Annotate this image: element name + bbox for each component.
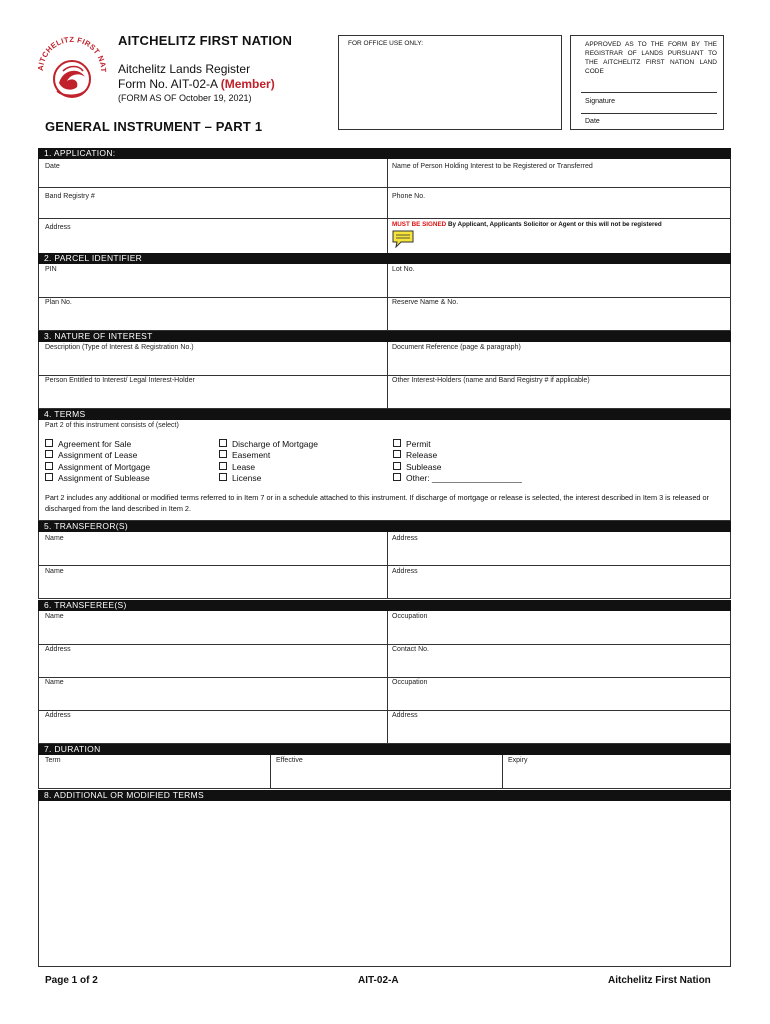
description-field[interactable]: Description (Type of Interest & Registration No.) — [45, 344, 194, 351]
footer-form-code: AIT-02-A — [358, 975, 399, 986]
terms-column-3 — [393, 439, 522, 484]
form-title: GENERAL INSTRUMENT – PART 1 — [45, 119, 263, 134]
transferee-name-field-2[interactable]: Name — [45, 679, 64, 686]
must-be-signed: MUST BE SIGNED — [392, 221, 447, 228]
form-number-prefix: Form No. AIT-02-A — [118, 77, 221, 91]
terms-intro: Part 2 of this instrument consists of (select) — [45, 422, 179, 429]
section-interest-header: 3. NATURE OF INTEREST — [38, 331, 731, 342]
section-terms-header: 4. TERMS — [38, 409, 731, 420]
checkbox-permit[interactable]: Permit — [393, 439, 522, 450]
transferee-occupation-field-2[interactable]: Occupation — [392, 679, 428, 686]
form-date: (FORM AS OF October 19, 2021) — [118, 93, 252, 103]
checkbox-assignment-of-mortgage[interactable]: Assignment of Mortgage — [45, 462, 150, 473]
expiry-field[interactable]: Expiry — [508, 757, 528, 764]
office-use-label: FOR OFFICE USE ONLY: — [348, 40, 424, 47]
signature-label: Signature — [585, 98, 615, 105]
section-transferee-header: 6. TRANSFEREE(S) — [38, 600, 731, 611]
transferor-address-field-2[interactable]: Address — [392, 568, 418, 575]
address-field[interactable]: Address — [45, 224, 71, 231]
checkbox-lease[interactable]: Lease — [219, 462, 318, 473]
approval-text: APPROVED AS TO THE FORM BY THE REGISTRAR OF LANDS PURSUANT TO THE AITCHELITZ FIRST NATION LAND CODE — [585, 41, 717, 75]
entitled-person-field[interactable]: Person Entitled to Interest/ Legal Interest-Holder — [45, 377, 195, 384]
logo-arc-text: AITCHELITZ FIRST NAT — [35, 34, 109, 73]
terms-note: Part 2 includes any additional or modified terms referred to in Item 7 or in a schedule attached to this instrument. If discharge of mortgage or release is selected, the interest described in Item 3 is released or discharged from the land described in Item 2. — [45, 493, 709, 513]
checkbox-other[interactable]: Other: ___________________ — [393, 473, 522, 484]
checkbox-assignment-of-lease[interactable]: Assignment of Lease — [45, 450, 150, 461]
aitchelitz-logo — [33, 31, 111, 109]
date-field[interactable]: Date — [45, 163, 60, 170]
doc-reference-field[interactable]: Document Reference (page & paragraph) — [392, 344, 521, 351]
page-number: Page 1 of 2 — [45, 975, 98, 986]
holder-name-field[interactable]: Name of Person Holding Interest to be Registered or Transferred — [392, 163, 593, 170]
checkbox-discharge-of-mortgage[interactable]: Discharge of Mortgage — [219, 439, 318, 450]
plan-field[interactable]: Plan No. — [45, 299, 72, 306]
section-duration-header: 7. DURATION — [38, 744, 731, 755]
transferee-address-field-2[interactable]: Address — [45, 712, 71, 719]
other-holders-field[interactable]: Other Interest-Holders (name and Band Registry # if applicable) — [392, 377, 590, 384]
terms-column-1 — [45, 439, 150, 484]
phone-field[interactable]: Phone No. — [392, 193, 426, 200]
form-number — [118, 77, 275, 91]
transferee-address-field-1[interactable]: Address — [45, 646, 71, 653]
pin-field[interactable]: PIN — [45, 266, 57, 273]
section-transferor-header: 5. TRANSFEROR(S) — [38, 521, 731, 532]
lot-field[interactable]: Lot No. — [392, 266, 415, 273]
section-application — [38, 159, 731, 253]
additional-terms-area[interactable] — [38, 801, 731, 966]
register-name: Aitchelitz Lands Register — [118, 62, 251, 76]
org-name: AITCHELITZ FIRST NATION — [118, 33, 293, 48]
section-additional-terms-header: 8. ADDITIONAL OR MODIFIED TERMS — [38, 790, 731, 801]
reserve-field[interactable]: Reserve Name & No. — [392, 299, 459, 306]
section-parcel-header: 2. PARCEL IDENTIFIER — [38, 253, 731, 264]
approval-date-line[interactable] — [581, 113, 717, 114]
approval-box — [570, 35, 724, 130]
comment-note-icon[interactable] — [392, 230, 414, 248]
transferee-occupation-field-1[interactable]: Occupation — [392, 613, 428, 620]
must-be-signed-rest: By Applicant, Applicants Solicitor or Agent or this will not be registered — [446, 221, 662, 228]
terms-column-2 — [219, 439, 318, 484]
footer-org: Aitchelitz First Nation — [608, 975, 711, 986]
checkbox-release[interactable]: Release — [393, 450, 522, 461]
member-label: (Member) — [220, 77, 275, 91]
transferee-contact-field[interactable]: Contact No. — [392, 646, 429, 653]
checkbox-easement[interactable]: Easement — [219, 450, 318, 461]
transferor-address-field-1[interactable]: Address — [392, 535, 418, 542]
band-registry-field[interactable]: Band Registry # — [45, 193, 95, 200]
term-field[interactable]: Term — [45, 757, 61, 764]
checkbox-sublease[interactable]: Sublease — [393, 462, 522, 473]
office-use-box — [338, 35, 562, 130]
checkbox-assignment-of-sublease[interactable]: Assignment of Sublease — [45, 473, 150, 484]
transferee-address-field-3[interactable]: Address — [392, 712, 418, 719]
transferee-name-field-1[interactable]: Name — [45, 613, 64, 620]
effective-field[interactable]: Effective — [276, 757, 303, 764]
signature-requirement — [392, 221, 662, 228]
checkbox-license[interactable]: License — [219, 473, 318, 484]
transferor-name-field-1[interactable]: Name — [45, 535, 64, 542]
transferor-name-field-2[interactable]: Name — [45, 568, 64, 575]
approval-date-label: Date — [585, 118, 600, 125]
signature-line[interactable] — [581, 92, 717, 93]
checkbox-agreement-for-sale[interactable]: Agreement for Sale — [45, 439, 150, 450]
section-duration — [38, 755, 731, 788]
section-application-header: 1. APPLICATION: — [38, 148, 731, 159]
